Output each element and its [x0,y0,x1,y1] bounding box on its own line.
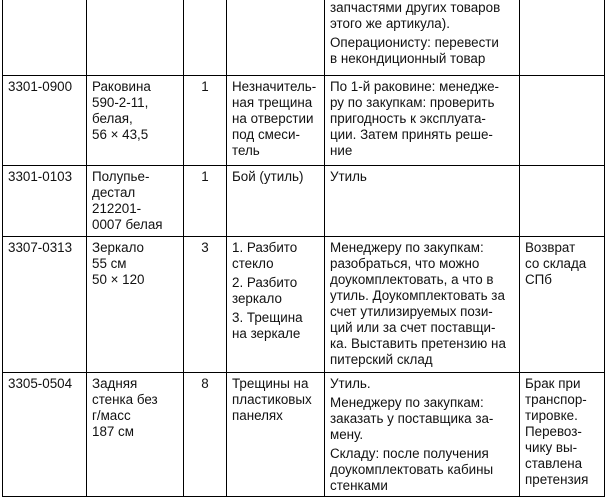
qty-cell [184,237,227,373]
code-cell [3,0,87,76]
action-line: ции. Затем принять реше- [330,127,493,142]
table-row [3,0,605,76]
defect-line: 3. Трещина [232,310,303,325]
name-line: Раковина [92,79,151,94]
note-cell [520,237,605,373]
action-line: Операционисту: перевести [330,35,499,50]
action-line: счет утилизируемых пози- [330,304,493,319]
name-line: Полупье- [92,169,150,184]
action-line: мену. [330,427,364,442]
action-line: ние [330,143,353,158]
defect-cell [227,0,325,76]
name-cell [87,373,184,497]
note-line: Возврат [525,240,576,255]
qty-text: 8 [201,376,209,391]
defect-cell [227,237,325,373]
defect-cell [227,166,325,237]
note-cell [520,0,605,76]
defect-line: 2. Разбито [232,275,298,290]
action-line: Менеджеру по закупкам: [330,395,484,410]
qty-text: 1 [201,79,209,94]
note-line: претензия [525,472,589,487]
defect-line: Бой (утиль) [232,169,304,184]
note-line: тировке. [525,408,578,423]
action-line: стенками [330,478,388,493]
code-cell [3,76,87,166]
action-line: ру по закупкам: проверить [330,95,495,110]
name-line: дестал [92,185,136,200]
code-cell [3,237,87,373]
action-paragraph [330,395,514,443]
action-paragraph [330,79,514,159]
defect-line: панелях [232,408,283,423]
action-line: питерский склад [330,352,433,367]
defect-line: ная трещина [232,95,313,110]
action-line: Утиль. [330,376,371,391]
name-line: 56 × 43,5 [92,127,149,142]
code-text: 3301-0900 [8,79,73,94]
name-cell [87,237,184,373]
name-line: Зеркало [92,240,144,255]
code-cell [3,166,87,237]
defect-paragraph [232,240,319,272]
action-line: доукомплектовать, а что в [330,272,494,287]
name-cell [87,76,184,166]
action-line: пригодность к эксплуата- [330,111,486,126]
action-line: Складу: после получения [330,446,489,461]
defect-line: под смеси- [232,127,300,142]
note-line: Перевоз- [525,424,582,439]
action-line: этого же артикула). [330,16,450,31]
table-body [3,0,605,497]
defect-cell [227,373,325,497]
defect-paragraph [232,275,319,307]
name-cell [87,0,184,76]
defect-line: тель [232,143,260,158]
action-line: запчастями других товаров [330,0,501,15]
action-cell [325,373,520,497]
name-line: 50 × 120 [92,272,145,287]
qty-text: 3 [201,240,209,255]
note-line: со склада [525,256,587,271]
defect-line: зеркало [232,291,282,306]
action-line: Менеджеру по закупкам: [330,240,484,255]
code-text: 3301-0103 [8,169,73,184]
code-cell [3,373,87,497]
defect-line: пластиковых [232,392,312,407]
name-line: Задняя [92,376,138,391]
action-line: заказать у поставщика за- [330,411,494,426]
note-line: транспор- [525,392,587,407]
name-line: 212201- [92,201,142,216]
table-row [3,76,605,166]
action-cell [325,76,520,166]
table-row [3,166,605,237]
defect-line: Незначитель- [232,79,317,94]
note-cell [520,373,605,497]
action-line: утиль. Доукомплектовать за [330,288,505,303]
action-line: в некондиционный товар [330,51,486,66]
name-line: 55 см [92,256,127,271]
action-paragraph [330,376,514,392]
note-line: ставлена [525,456,583,471]
name-line: стенка без [92,392,158,407]
name-line: 0007 белая [92,217,163,232]
qty-cell [184,373,227,497]
name-line: белая, [92,111,133,126]
inventory-table [2,0,605,497]
defect-line: на отверстии [232,111,314,126]
defect-line: стекло [232,256,274,271]
qty-cell [184,0,227,76]
note-line: Брак при [525,376,581,391]
action-line: ка. Выставить претензию на [330,336,506,351]
action-paragraph [330,0,514,32]
qty-text: 1 [201,169,209,184]
defect-line: Трещины на [232,376,309,391]
action-cell [325,237,520,373]
defect-cell [227,76,325,166]
qty-cell [184,166,227,237]
defect-line: на зеркале [232,326,301,341]
action-line: ций или за счет поставщи- [330,320,496,335]
code-text: 3305-0504 [8,376,73,391]
note-line: СПб [525,272,552,287]
action-cell [325,0,520,76]
table-row [3,237,605,373]
action-paragraph [330,446,514,494]
action-line: доукомплектовать кабины [330,462,494,477]
defect-paragraph [232,310,319,342]
note-cell [520,76,605,166]
note-cell [520,166,605,237]
code-text: 3307-0313 [8,240,73,255]
qty-cell [184,76,227,166]
action-cell [325,166,520,237]
action-line: По 1-й раковине: менедже- [330,79,500,94]
action-line: разобраться, что можно [330,256,480,271]
name-cell [87,166,184,237]
name-line: 590-2-11, [92,95,149,110]
name-line: г/масс [92,408,131,423]
note-line: чику вы- [525,440,578,455]
defect-paragraph [232,79,319,159]
table-row [3,373,605,497]
defect-line: 1. Разбито [232,240,298,255]
name-line: 187 см [92,424,134,439]
action-line: Утиль [330,169,367,184]
action-paragraph [330,35,514,67]
